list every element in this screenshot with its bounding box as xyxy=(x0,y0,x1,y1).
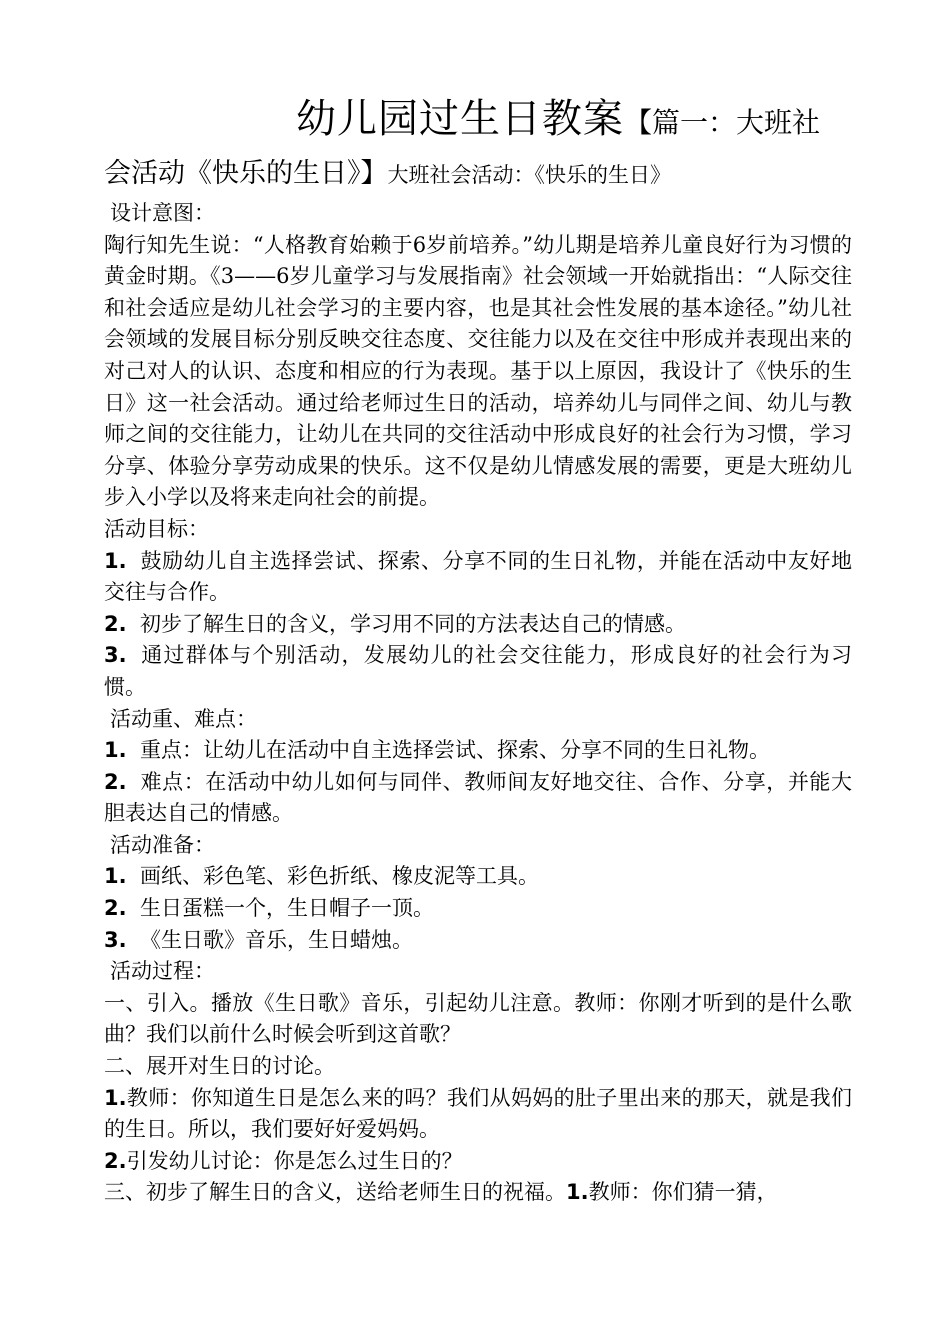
prep-text: 《生日歌》音乐，生日蜡烛。 xyxy=(140,927,413,952)
title-line-1 xyxy=(296,92,820,154)
title-line-2 xyxy=(104,152,671,199)
prep-number: 2. xyxy=(104,896,127,921)
process-step-2-2 xyxy=(104,1146,852,1178)
prep-text: 生日蛋糕一个，生日帽子一顶。 xyxy=(140,896,434,921)
goal-item xyxy=(104,546,852,609)
key-point-text: 难点：在活动中幼儿如何与同伴、教师间友好地交往、合作、分享，并能大胆表达自己的情感。 xyxy=(104,769,852,826)
key-point-text: 重点：让幼儿在活动中自主选择尝试、探索、分享不同的生日礼物。 xyxy=(140,738,770,763)
process-step-2-1 xyxy=(104,1083,852,1146)
title-subtitle-b: 会活动《快乐的生日》】 xyxy=(104,158,388,189)
process-text: 三、初步了解生日的含义，送给老师生日的祝福。 xyxy=(104,1180,566,1205)
process-step-2: 二、展开对生日的讨论。 xyxy=(104,1054,335,1079)
prep-item xyxy=(104,893,852,925)
design-heading: 设计意图： xyxy=(110,201,215,225)
process-text: 引发幼儿讨论：你是怎么过生日的？ xyxy=(126,1148,463,1173)
key-point-item xyxy=(104,767,852,830)
prep-text: 画纸、彩色笔、彩色折纸、橡皮泥等工具。 xyxy=(140,864,539,889)
document-title: 幼儿园过生日教案 xyxy=(296,96,624,142)
prep-heading: 活动准备： xyxy=(110,832,215,857)
goal-text: 初步了解生日的含义，学习用不同的方法表达自己的情感。 xyxy=(140,611,686,636)
key-point-number: 2. xyxy=(104,769,127,794)
title-bracket: 【 xyxy=(624,106,653,139)
key-points-heading: 活动重、难点： xyxy=(110,706,257,731)
key-point-number: 1. xyxy=(104,738,127,763)
process-heading: 活动过程： xyxy=(110,959,215,984)
key-point-item xyxy=(104,735,852,767)
title-subtitle-c: 大班社会活动：《快乐的生日》 xyxy=(387,163,671,187)
goal-item xyxy=(104,609,852,641)
design-paragraph: 陶行知先生说：“人格教育始赖于6岁前培养。”幼儿期是培养儿童良好行为习惯的黄金时期。《3——6岁儿童学习与发展指南》社会领域一开始就指出：“人际交往和社会适应是幼儿社会学习的主要内容，也是其社会性发展的基本途径。”幼儿社会领域的发展目标分别反映交往态度、交往能力以及在交往中形成并表现出来的对己对人的认识、态度和相应的行为表现。基于以上原因，我设计了《快乐的生日》这一社会活动。通过给老师过生日的活动，培养幼儿与同伴之间、幼儿与教师之间的交往能力，让幼儿在共同的交往活动中形成良好的社会行为习惯，学习分享、体验分享劳动成果的快乐。这不仅是幼儿情感发展的需要，更是大班幼儿步入小学以及将来走向社会的前提。 xyxy=(104,232,852,510)
process-step-1: 一、引入。播放《生日歌》音乐，引起幼儿注意。教师：你刚才听到的是什么歌曲？我们以前什么时候会听到这首歌？ xyxy=(104,990,852,1047)
process-number: 1. xyxy=(104,1085,127,1110)
prep-number: 1. xyxy=(104,864,127,889)
goals-heading: 活动目标： xyxy=(104,516,209,541)
goal-number: 3. xyxy=(104,643,127,668)
process-text: 教师：你们猜一猜， xyxy=(588,1180,778,1205)
prep-item xyxy=(104,861,852,893)
prep-item xyxy=(104,925,852,957)
prep-number: 3. xyxy=(104,927,127,952)
goal-item xyxy=(104,640,852,703)
process-number: 2. xyxy=(104,1148,127,1173)
process-number: 1. xyxy=(566,1180,589,1205)
document-body xyxy=(104,198,852,1209)
process-text: 教师：你知道生日是怎么来的吗？我们从妈妈的肚子里出来的那天，就是我们的生日。所以，我们要好好爱妈妈。 xyxy=(104,1085,852,1142)
goal-text: 鼓励幼儿自主选择尝试、探索、分享不同的生日礼物，并能在活动中友好地交往与合作。 xyxy=(104,548,852,605)
title-subtitle-a: 篇一：大班社 xyxy=(652,106,821,139)
goal-text: 通过群体与个别活动，发展幼儿的社会交往能力，形成良好的社会行为习惯。 xyxy=(104,643,852,699)
goal-number: 2. xyxy=(104,611,127,636)
goal-number: 1. xyxy=(104,548,127,573)
process-step-3 xyxy=(104,1177,852,1209)
